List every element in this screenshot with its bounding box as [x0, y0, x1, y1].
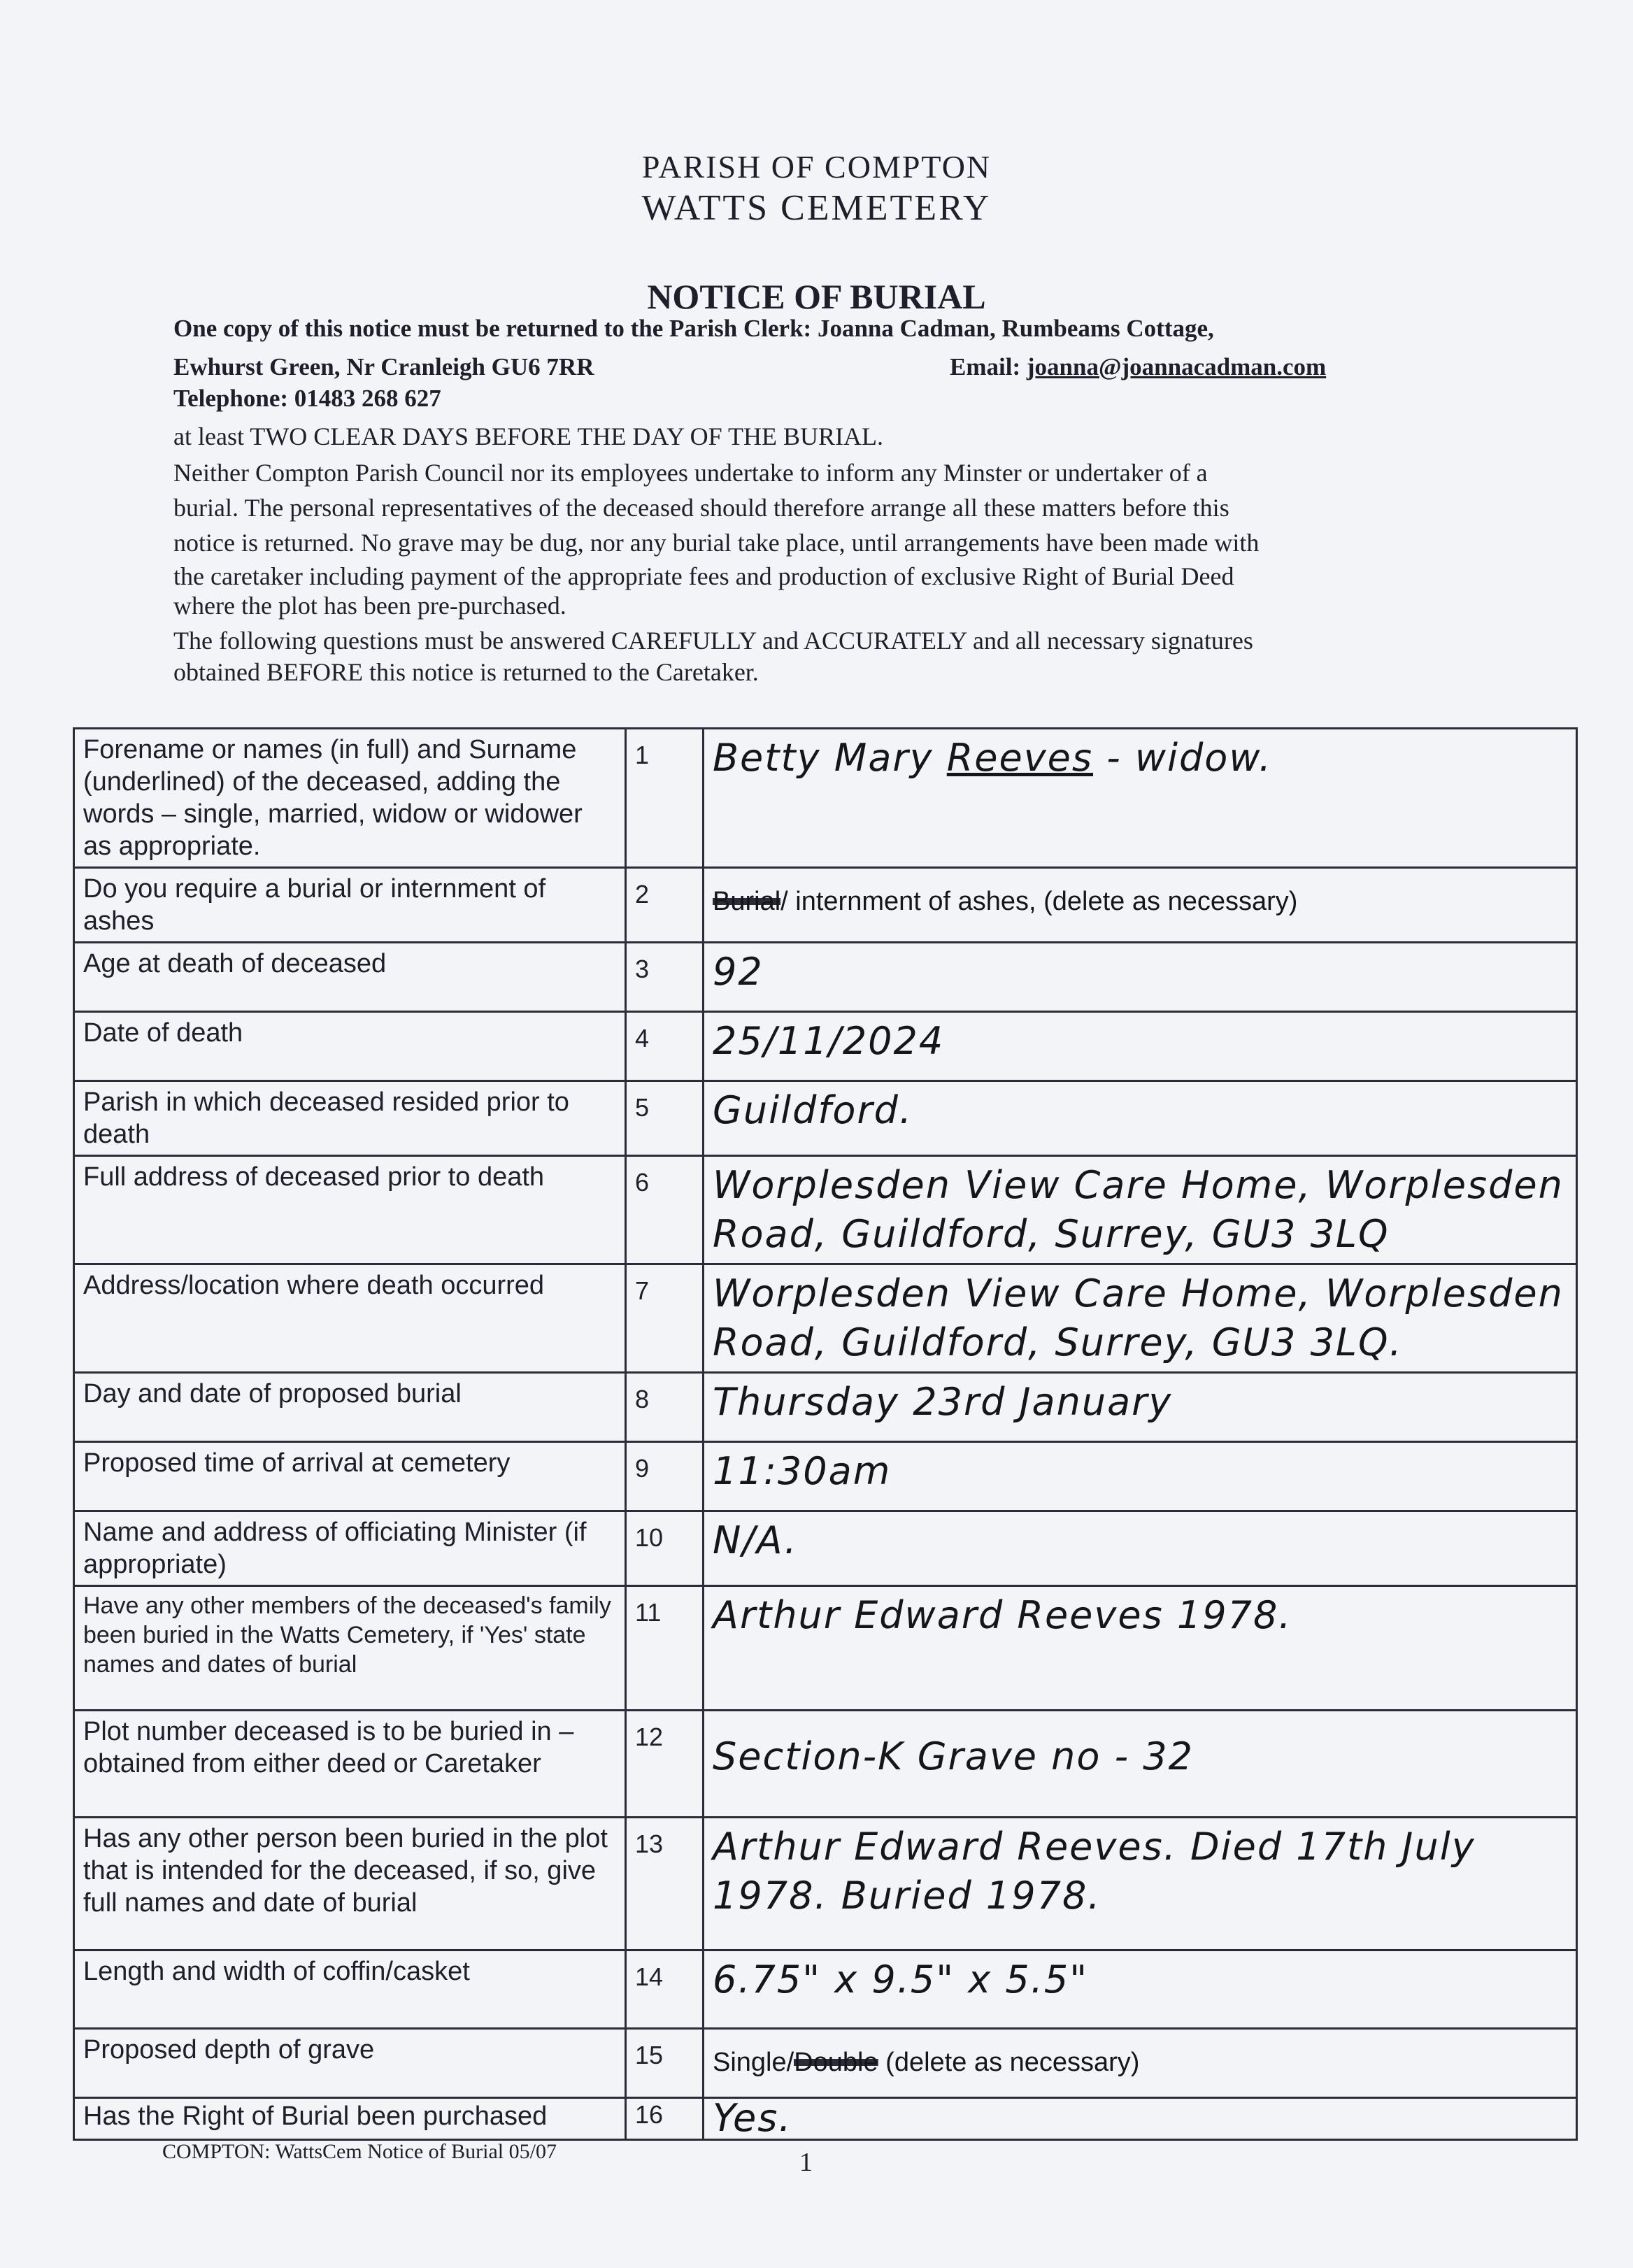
answer-field[interactable]: Arthur Edward Reeves 1978.	[704, 1586, 1577, 1711]
answer-field[interactable]: Arthur Edward Reeves. Died 17th July 1978. Buried 1978.	[704, 1818, 1577, 1950]
form-row	[74, 2029, 1577, 2098]
clerk-address: Ewhurst Green, Nr Cranleigh GU6 7RR	[173, 353, 594, 380]
answer-field[interactable]: Worplesden View Care Home, Worplesden Road, Guildford, Surrey, GU3 3LQ.	[704, 1264, 1577, 1373]
row-label: Proposed time of arrival at cemetery	[74, 1442, 626, 1511]
page-number: 1	[799, 2148, 813, 2177]
row-label: Has the Right of Burial been purchased	[74, 2098, 626, 2140]
row-label: Day and date of proposed burial	[74, 1373, 626, 1442]
form-row	[74, 1818, 1577, 1950]
form-row	[74, 1081, 1577, 1156]
form-row	[74, 1950, 1577, 2029]
form-row	[74, 729, 1577, 868]
row-number: 9	[626, 1442, 704, 1511]
page-title: NOTICE OF BURIAL	[647, 277, 986, 316]
instructions-line: at least TWO CLEAR DAYS BEFORE THE DAY OF THE BURIAL.	[173, 422, 884, 450]
row-label: Do you require a burial or internment of ashes	[74, 868, 626, 943]
answer-text: (delete as necessary)	[878, 2048, 1140, 2077]
form-row	[74, 1511, 1577, 1586]
instructions-line: the caretaker including payment of the appropriate fees and production of exclusive Right of Burial Deed	[173, 562, 1234, 590]
row-label: Length and width of coffin/casket	[74, 1950, 626, 2029]
row-number: 16	[626, 2098, 704, 2140]
row-label: Proposed depth of grave	[74, 2029, 626, 2098]
row-label: Full address of deceased prior to death	[74, 1156, 626, 1264]
form-row	[74, 943, 1577, 1012]
cemetery-heading: WATTS CEMETERY	[641, 188, 992, 228]
clerk-line: One copy of this notice must be returned to the Parish Clerk: Joanna Cadman, Rumbeams Cottage,	[173, 315, 1214, 342]
footer-reference: COMPTON: WattsCem Notice of Burial 05/07	[162, 2140, 557, 2163]
answer-field[interactable]: Yes.	[704, 2098, 1577, 2140]
row-number: 15	[626, 2029, 704, 2098]
instructions-line: notice is returned. No grave may be dug, nor any burial take place, until arrangements have been made with	[173, 529, 1260, 557]
answer-field[interactable]: 25/11/2024	[704, 1012, 1577, 1081]
answer-field[interactable]: 11:30am	[704, 1442, 1577, 1511]
form-row	[74, 1586, 1577, 1711]
email-label: Email:	[950, 353, 1027, 380]
row-label: Date of death	[74, 1012, 626, 1081]
instructions-line: The following questions must be answered CAREFULLY and ACCURATELY and all necessary signatures	[173, 627, 1253, 655]
answer-field[interactable]	[704, 2029, 1577, 2098]
form-row	[74, 1012, 1577, 1081]
row-label: Name and address of officiating Minister (if appropriate)	[74, 1511, 626, 1586]
instructions-line: Neither Compton Parish Council nor its employees undertake to inform any Minster or undertaker of a	[173, 459, 1208, 487]
row-number: 1	[626, 729, 704, 868]
answer-field[interactable]: Section-K Grave no - 32	[704, 1711, 1577, 1818]
row-label: Address/location where death occurred	[74, 1264, 626, 1373]
row-label: Has any other person been buried in the plot that is intended for the deceased, if so, give full names and date of burial	[74, 1818, 626, 1950]
row-number: 12	[626, 1711, 704, 1818]
answer-field[interactable]: 6.75" x 9.5" x 5.5"	[704, 1950, 1577, 2029]
row-number: 2	[626, 868, 704, 943]
row-number: 10	[626, 1511, 704, 1586]
clerk-email	[950, 353, 1326, 381]
row-number: 13	[626, 1818, 704, 1950]
answer-forenames: Betty Mary	[713, 736, 947, 780]
answer-field[interactable]: N/A.	[704, 1511, 1577, 1586]
answer-field[interactable]	[704, 868, 1577, 943]
row-label: Plot number deceased is to be buried in – obtained from either deed or Caretaker	[74, 1711, 626, 1818]
parish-heading: PARISH OF COMPTON	[641, 149, 992, 185]
form-row	[74, 1156, 1577, 1264]
answer-field[interactable]: Thursday 23rd January	[704, 1373, 1577, 1442]
row-label: Parish in which deceased resided prior to death	[74, 1081, 626, 1156]
instructions-line: where the plot has been pre-purchased.	[173, 592, 566, 620]
form-row	[74, 1442, 1577, 1511]
row-number: 11	[626, 1586, 704, 1711]
row-number: 8	[626, 1373, 704, 1442]
answer-status: - widow.	[1093, 736, 1273, 780]
answer-field[interactable]: Worplesden View Care Home, Worplesden Road, Guildford, Surrey, GU3 3LQ	[704, 1156, 1577, 1264]
answer-text: / internment of ashes, (delete as necessary)	[780, 887, 1298, 916]
email-link[interactable]: joanna@joannacadman.com	[1026, 353, 1327, 380]
answer-field[interactable]: Guildford.	[704, 1081, 1577, 1156]
clerk-telephone: Telephone: 01483 268 627	[173, 385, 441, 412]
row-number: 14	[626, 1950, 704, 2029]
instructions-line: obtained BEFORE this notice is returned to the Caretaker.	[173, 658, 759, 686]
answer-option-single: Single/	[713, 2048, 794, 2077]
form-row	[74, 1711, 1577, 1818]
burial-form-table	[73, 727, 1578, 2141]
answer-field[interactable]	[704, 729, 1577, 868]
row-label: Have any other members of the deceased's family been buried in the Watts Cemetery, if 'Yes' state names and dates of burial	[74, 1586, 626, 1711]
struck-option: Double	[794, 2048, 878, 2077]
row-number: 7	[626, 1264, 704, 1373]
form-row	[74, 868, 1577, 943]
answer-surname: Reeves	[946, 736, 1094, 780]
answer-field[interactable]: 92	[704, 943, 1577, 1012]
row-label: Age at death of deceased	[74, 943, 626, 1012]
form-row	[74, 1373, 1577, 1442]
struck-option: Burial	[713, 887, 781, 916]
row-number: 4	[626, 1012, 704, 1081]
instructions-line: burial. The personal representatives of the deceased should therefore arrange all these matters before this	[173, 494, 1229, 522]
row-label: Forename or names (in full) and Surname (underlined) of the deceased, adding the words – single, married, widow or widower as appropriate.	[74, 729, 626, 868]
row-number: 5	[626, 1081, 704, 1156]
row-number: 3	[626, 943, 704, 1012]
form-row	[74, 2098, 1577, 2140]
row-number: 6	[626, 1156, 704, 1264]
form-row	[74, 1264, 1577, 1373]
